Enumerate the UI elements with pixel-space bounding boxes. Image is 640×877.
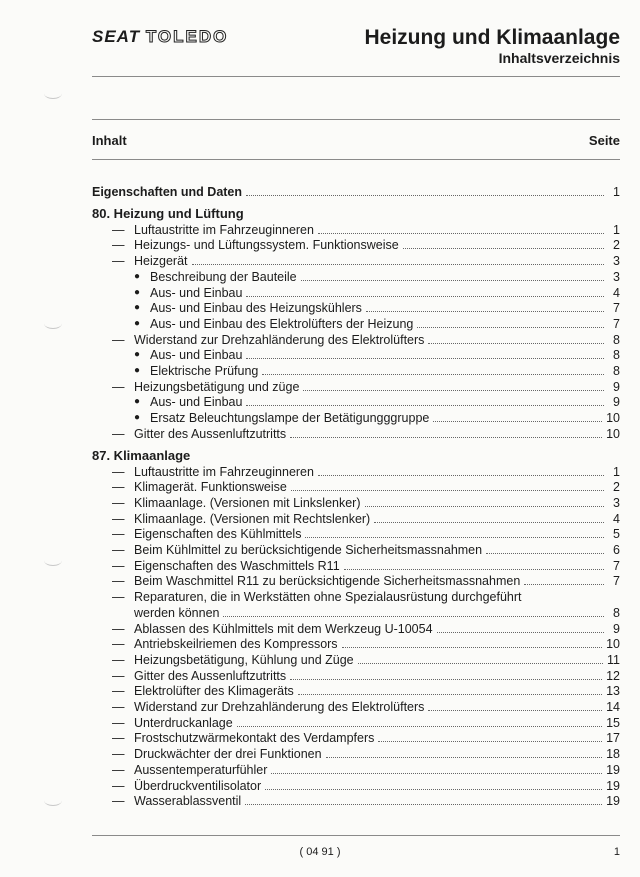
dot-leader [403,247,604,249]
toc-entry-text: Klimaanlage. (Versionen mit Rechtslenker) [134,511,371,526]
brand-logo [92,27,228,47]
column-heading-contents: Inhalt [92,133,127,148]
toc-entry-text: Druckwächter der drei Funktionen [134,747,322,762]
toc-page-number: 19 [606,762,620,777]
dot-leader [318,474,604,476]
toc-entry [92,668,620,684]
toc-page-number: 17 [606,731,620,746]
bullet-icon: ● [134,396,141,408]
bullet-icon: ● [134,365,141,376]
toc-entry [92,285,620,301]
toc-entry-text: Ablassen des Kühlmittels mit dem Werkzeug U-10054 [134,621,433,636]
toc-entry-text: Heizungsbetätigung und züge [134,379,300,394]
toc-entry [92,715,620,731]
toc-entry [92,332,620,348]
toc-entry [92,495,620,511]
toc-entry [92,363,620,379]
toc-entry-text: 87. Klimaanlage [92,447,191,463]
toc-entry-text: Wasserablassventil [134,794,242,809]
toc-entry-text: Gitter des Aussenluftzutritts [134,426,287,441]
toc-page-number: 7 [613,301,620,316]
dot-leader [265,788,602,790]
brand-make: SEAT [92,27,141,46]
toc-entry-text: Ersatz Beleuchtungslampe der Betätigungggruppe [150,411,430,426]
dash-marker: — [112,511,125,526]
dot-leader [344,568,604,570]
dash-marker: — [112,464,125,479]
toc-page-number: 19 [606,778,620,793]
dot-leader [245,803,602,805]
brand-model: TOLEDO [145,27,229,46]
toc-entry-text: Reparaturen, die in Werkstätten ohne Spezialausrüstung durchgeführt [134,590,522,605]
dash-marker: — [112,254,125,269]
toc-entry [92,316,620,332]
toc-page-number: 8 [613,332,620,347]
dot-leader [246,295,604,297]
toc-entry [92,511,620,527]
toc-page-number: 10 [606,426,620,441]
toc-entry [92,730,620,746]
document-subtitle: Inhaltsverzeichnis [498,50,620,66]
dot-leader [433,420,602,422]
toc-entry [92,636,620,652]
header-rule-lower [92,119,620,120]
dot-leader [428,342,604,344]
toc-entry [92,683,620,699]
toc-entry [92,464,620,480]
toc-entry [92,778,620,794]
bullet-icon: ● [134,302,141,314]
dash-marker: — [112,543,125,557]
toc-entry [92,426,620,442]
dash-marker: — [112,558,125,573]
toc-entry-text: Aus- und Einbau [150,348,243,363]
toc-page-number: 5 [613,527,620,542]
binder-hole-mark [44,88,62,99]
toc-entry-text: 80. Heizung und Lüftung [92,206,244,221]
dot-leader [192,263,605,265]
toc-page-number: 3 [613,495,620,510]
dash-marker: — [112,495,125,510]
dash-marker: — [112,637,125,652]
toc-entry-text: Eigenschaften des Kühlmittels [134,527,302,542]
dash-marker: — [112,731,125,746]
toc-entry [92,347,620,363]
toc-page-number: 1 [613,222,620,237]
dash-marker: — [112,480,125,495]
toc-page-number: 7 [613,316,620,331]
dash-marker: — [112,222,125,237]
bullet-icon: ● [134,349,141,361]
dot-leader [290,436,602,438]
dash-marker: — [112,762,125,777]
toc-entry-text: Klimagerät. Funktionsweise [134,480,287,495]
toc-entry-text: Beim Waschmittel R11 zu berücksichtigende Sicherheitsmassnahmen [134,574,521,589]
toc-entry [92,394,620,410]
toc-page-number: 15 [606,715,620,730]
toc-entry-text: Beschreibung der Bauteile [150,269,297,284]
footer-page-number: 1 [613,846,620,858]
dot-leader [326,756,603,758]
dash-marker: — [112,684,125,699]
toc-entry [92,605,620,621]
toc-page-number: 11 [607,652,620,667]
toc-entry [92,558,620,574]
toc-entry [92,479,620,495]
dot-leader [378,740,602,742]
toc-page-number: 8 [613,364,620,378]
toc-page-number: 10 [606,637,620,652]
toc-entry-text: Aus- und Einbau [150,395,243,410]
toc-entry-text: Elektrolüfter des Klimageräts [134,684,294,699]
toc-entry [92,379,620,395]
dot-leader [303,389,604,391]
dot-leader [290,678,602,680]
binder-hole-mark [44,318,62,329]
dash-marker: — [112,332,125,347]
dot-leader [358,662,603,664]
dot-leader [365,505,605,507]
footer-rule [92,835,620,836]
toc-page-number: 3 [613,254,620,269]
dash-marker: — [112,778,125,793]
dot-leader [417,326,604,328]
toc-entry [92,746,620,762]
toc-entry-text: Gitter des Aussenluftzutritts [134,668,287,683]
dot-leader [342,646,603,648]
dot-leader [271,772,602,774]
toc-page-number: 19 [606,794,620,809]
toc-page-number: 8 [613,605,620,620]
toc-page-number: 2 [613,480,620,495]
toc-entry-text: Frostschutzwärmekontakt des Verdampfers [134,731,375,746]
dot-leader [366,310,604,312]
toc-entry-text: Aus- und Einbau des Heizungskühlers [150,301,362,316]
bullet-icon: ● [134,286,141,298]
binder-hole-mark [44,555,62,566]
dot-leader [486,552,604,554]
toc-page-number: 9 [613,379,620,394]
toc-page-number: 12 [606,668,620,683]
toc-entry [92,237,620,253]
dash-marker: — [112,715,125,730]
toc-page-number: 18 [606,747,620,762]
toc-entry [92,542,620,558]
toc-entry [92,184,620,200]
toc-entry-text: Widerstand zur Drehzahländerung des Elektrolüfters [134,700,425,714]
toc-entry [92,589,620,605]
dot-leader [246,404,604,406]
dot-leader [524,583,604,585]
toc-page-number: 9 [613,395,620,410]
toc-page-number: 6 [613,543,620,557]
toc-page-number: 7 [613,558,620,573]
toc-entry-text: Eigenschaften des Waschmittels R11 [134,558,340,573]
toc-entry-text: Heizungs- und Lüftungssystem. Funktionsweise [134,238,399,253]
toc-page-number: 8 [613,348,620,363]
toc-entry-text: Beim Kühlmittel zu berücksichtigende Sicherheitsmassnahmen [134,543,483,557]
toc-entry-text: Widerstand zur Drehzahländerung des Elektrolüfters [134,332,425,347]
toc-entry [92,762,620,778]
toc-entry [92,793,620,809]
dash-marker: — [112,590,125,605]
dash-marker: — [112,379,125,394]
toc-section-heading [92,206,620,222]
dash-marker: — [112,747,125,762]
toc-entry-text: Aus- und Einbau des Elektrolüfters der Heizung [150,316,414,331]
toc-entry [92,300,620,316]
dot-leader [291,489,604,491]
dot-leader [305,536,604,538]
toc-entry [92,526,620,542]
toc-entry [92,573,620,589]
dash-marker: — [112,238,125,253]
dot-leader [246,194,604,196]
toc-entry-text: werden können [134,605,220,620]
dash-marker: — [112,794,125,809]
bullet-icon: ● [134,270,141,282]
dash-marker: — [112,574,125,589]
toc-page-number: 2 [613,238,620,253]
dash-marker: — [112,668,125,683]
dot-leader [428,709,602,711]
toc-entry [92,222,620,238]
toc-entry [92,699,620,715]
toc-entry-text: Heizungsbetätigung, Kühlung und Züge [134,652,354,667]
dash-marker: — [112,527,125,542]
toc-entry-text: Unterdruckanlage [134,715,233,730]
toc-page-number: 1 [613,464,620,479]
toc-entry [92,410,620,426]
toc-section-heading [92,448,620,464]
column-heading-rule [92,159,620,160]
dot-leader [246,357,604,359]
toc-entry [92,652,620,668]
toc-entry-text: Luftaustritte im Fahrzeuginneren [134,464,314,479]
dot-leader [298,693,602,695]
binder-hole-mark [44,795,62,806]
dot-leader [318,232,604,234]
dot-leader [223,615,604,617]
toc-page-number: 9 [613,621,620,636]
bullet-icon: ● [134,412,141,424]
toc-entry-text: Luftaustritte im Fahrzeuginneren [134,222,314,237]
toc-page-number: 14 [606,700,620,714]
dot-leader [301,279,604,281]
toc-page-number: 4 [613,511,620,526]
dash-marker: — [112,652,125,667]
toc-page-number: 7 [613,574,620,589]
header-rule [92,76,620,77]
toc-entry-text: Aus- und Einbau [150,285,243,300]
toc-entry-text: Antriebskeilriemen des Kompressors [134,637,338,652]
toc-entry-text: Überdruckventilisolator [134,778,262,793]
dot-leader [437,631,604,633]
toc-entry-text: Aussentemperaturfühler [134,762,268,777]
toc-page-number: 13 [606,684,620,699]
toc-entry-text: Heizgerät [134,254,188,269]
toc-entry [92,253,620,269]
toc-page-number: 1 [613,185,620,199]
dash-marker: — [112,621,125,636]
toc-page-number: 10 [606,411,620,426]
dash-marker: — [112,700,125,714]
toc-entry-text: Eigenschaften und Daten [92,185,243,199]
footer-edition-code: ( 04 91 ) [299,846,341,858]
dot-leader [374,521,604,523]
dot-leader [237,725,602,727]
dot-leader [262,373,604,375]
toc-entry-text: Elektrische Prüfung [150,364,259,378]
bullet-icon: ● [134,317,141,329]
toc-page-number: 4 [613,285,620,300]
toc-entry [92,621,620,637]
document-title: Heizung und Klimaanlage [364,26,620,49]
toc-page-number: 3 [613,269,620,284]
column-heading-page: Seite [588,133,620,148]
toc-entry [92,269,620,285]
dash-marker: — [112,426,125,441]
toc-entry-text: Klimaanlage. (Versionen mit Linkslenker) [134,495,361,510]
